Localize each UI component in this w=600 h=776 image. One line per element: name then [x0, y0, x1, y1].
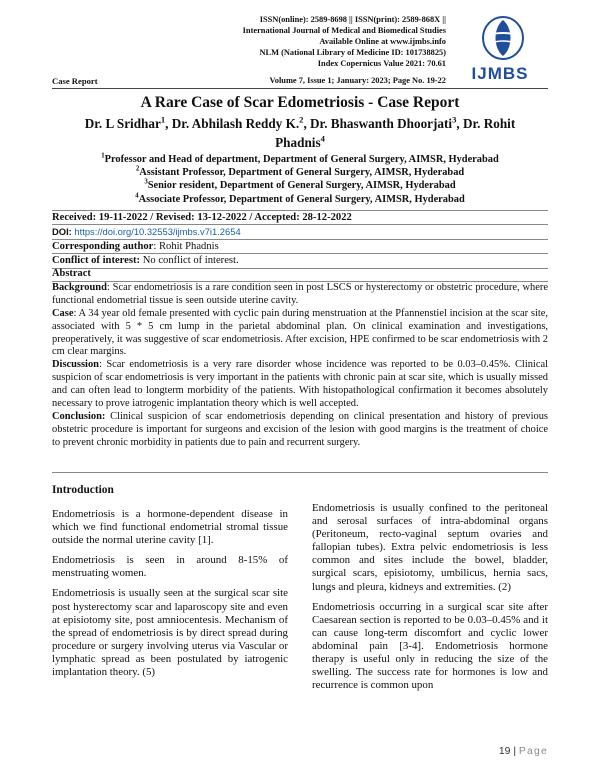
page-separator: | [513, 746, 517, 757]
page-word: Page [518, 746, 548, 757]
conflict-of-interest: Conflict of interest: No conflict of interest. [52, 253, 548, 268]
article-info [52, 210, 548, 269]
author-1: Dr. L Sridhar [84, 116, 161, 131]
journal-name: International Journal of Medical and Biomedical Studies [242, 26, 446, 35]
author-2: Dr. Abhilash Reddy K. [171, 116, 300, 131]
abstract-conclusion: Conclusion: Clinical suspicion of scar endometriosis depending on clinical presentation and history of previous obstetric procedure is important for surgeons and excision of the lesion with good margins is the treatment of choice to prevent chronic morbidity in patients due to pain and recurrent surgery. [52, 410, 548, 448]
article-title: A Rare Case of Scar Edometriosis - Case Report [140, 94, 460, 111]
doi-line [52, 224, 548, 238]
abstract-heading: Abstract [52, 268, 548, 282]
journal-info [243, 14, 446, 69]
left-column [52, 508, 288, 686]
abstract-case: Case: A 34 year old female presented with cyclic pain during menstruation at the Pfannenstiel incision at the scar site, associated with 5 * 5 cm lump in the parietal abdominal plan. On clinical examination and investigations, preoperatively, it was suggestive of scar endometriosis. After excision, HPE confirmed to be scar endometriosis with 2 cm clear margins. [52, 307, 548, 358]
author-list: Dr. L Sridhar$^1$, Dr. Abhilash Reddy K.$^2$, Dr. Bhaswanth Dhoorjati$^3$, Dr. Rohit Phadnis$^4$ [84, 114, 516, 150]
issn-line: ISSN(online): 2589-8698 || ISSN(print): 2589-868X || [259, 15, 446, 24]
right-column [312, 502, 548, 699]
corresponding-author: Corresponding author: Rohit Phadnis [52, 239, 548, 253]
introduction-heading: Introduction [52, 484, 114, 496]
article-type: Case Report [52, 76, 98, 86]
paragraph: Endometriosis is usually confined to the peritoneal and serosal surfaces of intra-abdominal organs (Peritoneum, recto-vaginal septum ovaries and fallopian tubes). Extra pelvic endometriosis is less common and sites include the bowel, bladder, surgical scars, episiotomy, umbilicus, hernia sacs, lungs and pleura, kidneys and extremities. (2) [312, 502, 548, 593]
doi-label: DOI: [52, 226, 72, 238]
doi-link[interactable]: https://doi.org/10.32553/ijmbs.v7i1.2654 [74, 226, 241, 238]
dates-line: Received: 19-11-2022 / Revised: 13-12-2022 / Accepted: 28-12-2022 [52, 210, 548, 224]
ijmbs-logo [458, 14, 548, 83]
index-copernicus: Index Copernicus Value 2021: 70.61 [317, 59, 446, 68]
abstract-divider [52, 472, 548, 473]
page-number: 19 [498, 746, 511, 757]
affiliation-2: $^2$Assistant Professor, Department of General Surgery, AIMSR, Hyderabad [135, 165, 465, 179]
header-divider [52, 88, 548, 89]
affiliation-3: $^3$Senior resident, Department of General Surgery, AIMSR, Hyderabad [144, 178, 456, 192]
paragraph: Endometriosis is usually seen at the surgical scar site post hysterectomy scar and laparoscopy site and even at episiotomy site, post amniocentesis. Mechanism of the spread of endometriosis is by direct spread during procedure or surgery involving uterus via Vascular or lymphatic spread as been postulated by iatrogenic implantation theory. (5) [52, 587, 288, 679]
logo-text: IJMBS [471, 64, 529, 83]
abstract-background: Background: Scar endometriosis is a rare condition seen in post LSCS or hysterectomy or obstetric procedure, where functional endometrial tissue is seen outside uterine cavity. [52, 281, 548, 306]
paragraph: Endometriosis is seen in around 8-15% of menstruating women. [52, 554, 288, 580]
page-footer [499, 746, 548, 757]
logo-emblem-icon [458, 14, 548, 64]
available-online: Available Online at www.ijmbs.info [319, 37, 446, 46]
affiliation-list [52, 153, 548, 206]
nlm-id: NLM (National Library of Medicine ID: 101738825) [259, 48, 446, 57]
volume-info: Volume 7, Issue 1; January: 2023; Page No. 19-22 [269, 76, 446, 85]
affiliation-4: $^4$Associate Professor, Department of General Surgery, AIMSR, Hyderabad [135, 192, 465, 205]
author-3: Dr. Bhaswanth Dhoorjati [310, 116, 453, 131]
paragraph: Endometriosis occurring in a surgical scar site after Caesarean section is reported to be 0.03–0.45% and it can cause long-term discomfort and cyclic lower abdominal pain [3-4]. Endometriosis hormone therapy is useful only in reducing the size of the swelling. The success rate for hormones is low and recurrence is common upon [312, 600, 548, 692]
abstract-discussion: Discussion: Scar endometriosis is a very rare disorder whose incidence was reported to be 0.03–0.45%. Clinical suspicion of scar endometriosis is very important in the patients with chronic pain at scar site, which is usually missed and can often lead to longterm morbidity of the patients. With histopathological confirmation it becomes absolutely necessary to prove iatrogenic implantation theory which is well accepted. [52, 359, 548, 410]
paragraph: Endometriosis is a hormone-dependent disease in which we find functional endometrial stromal tissue outside the normal uterine cavity [1]. [52, 508, 288, 547]
journal-header [52, 14, 548, 88]
affiliation-1: $^1$Professor and Head of department, Department of General Surgery, AIMSR, Hyderabad [101, 152, 499, 165]
abstract [52, 268, 548, 450]
author-4: Dr. Rohit Phadnis [275, 116, 516, 150]
